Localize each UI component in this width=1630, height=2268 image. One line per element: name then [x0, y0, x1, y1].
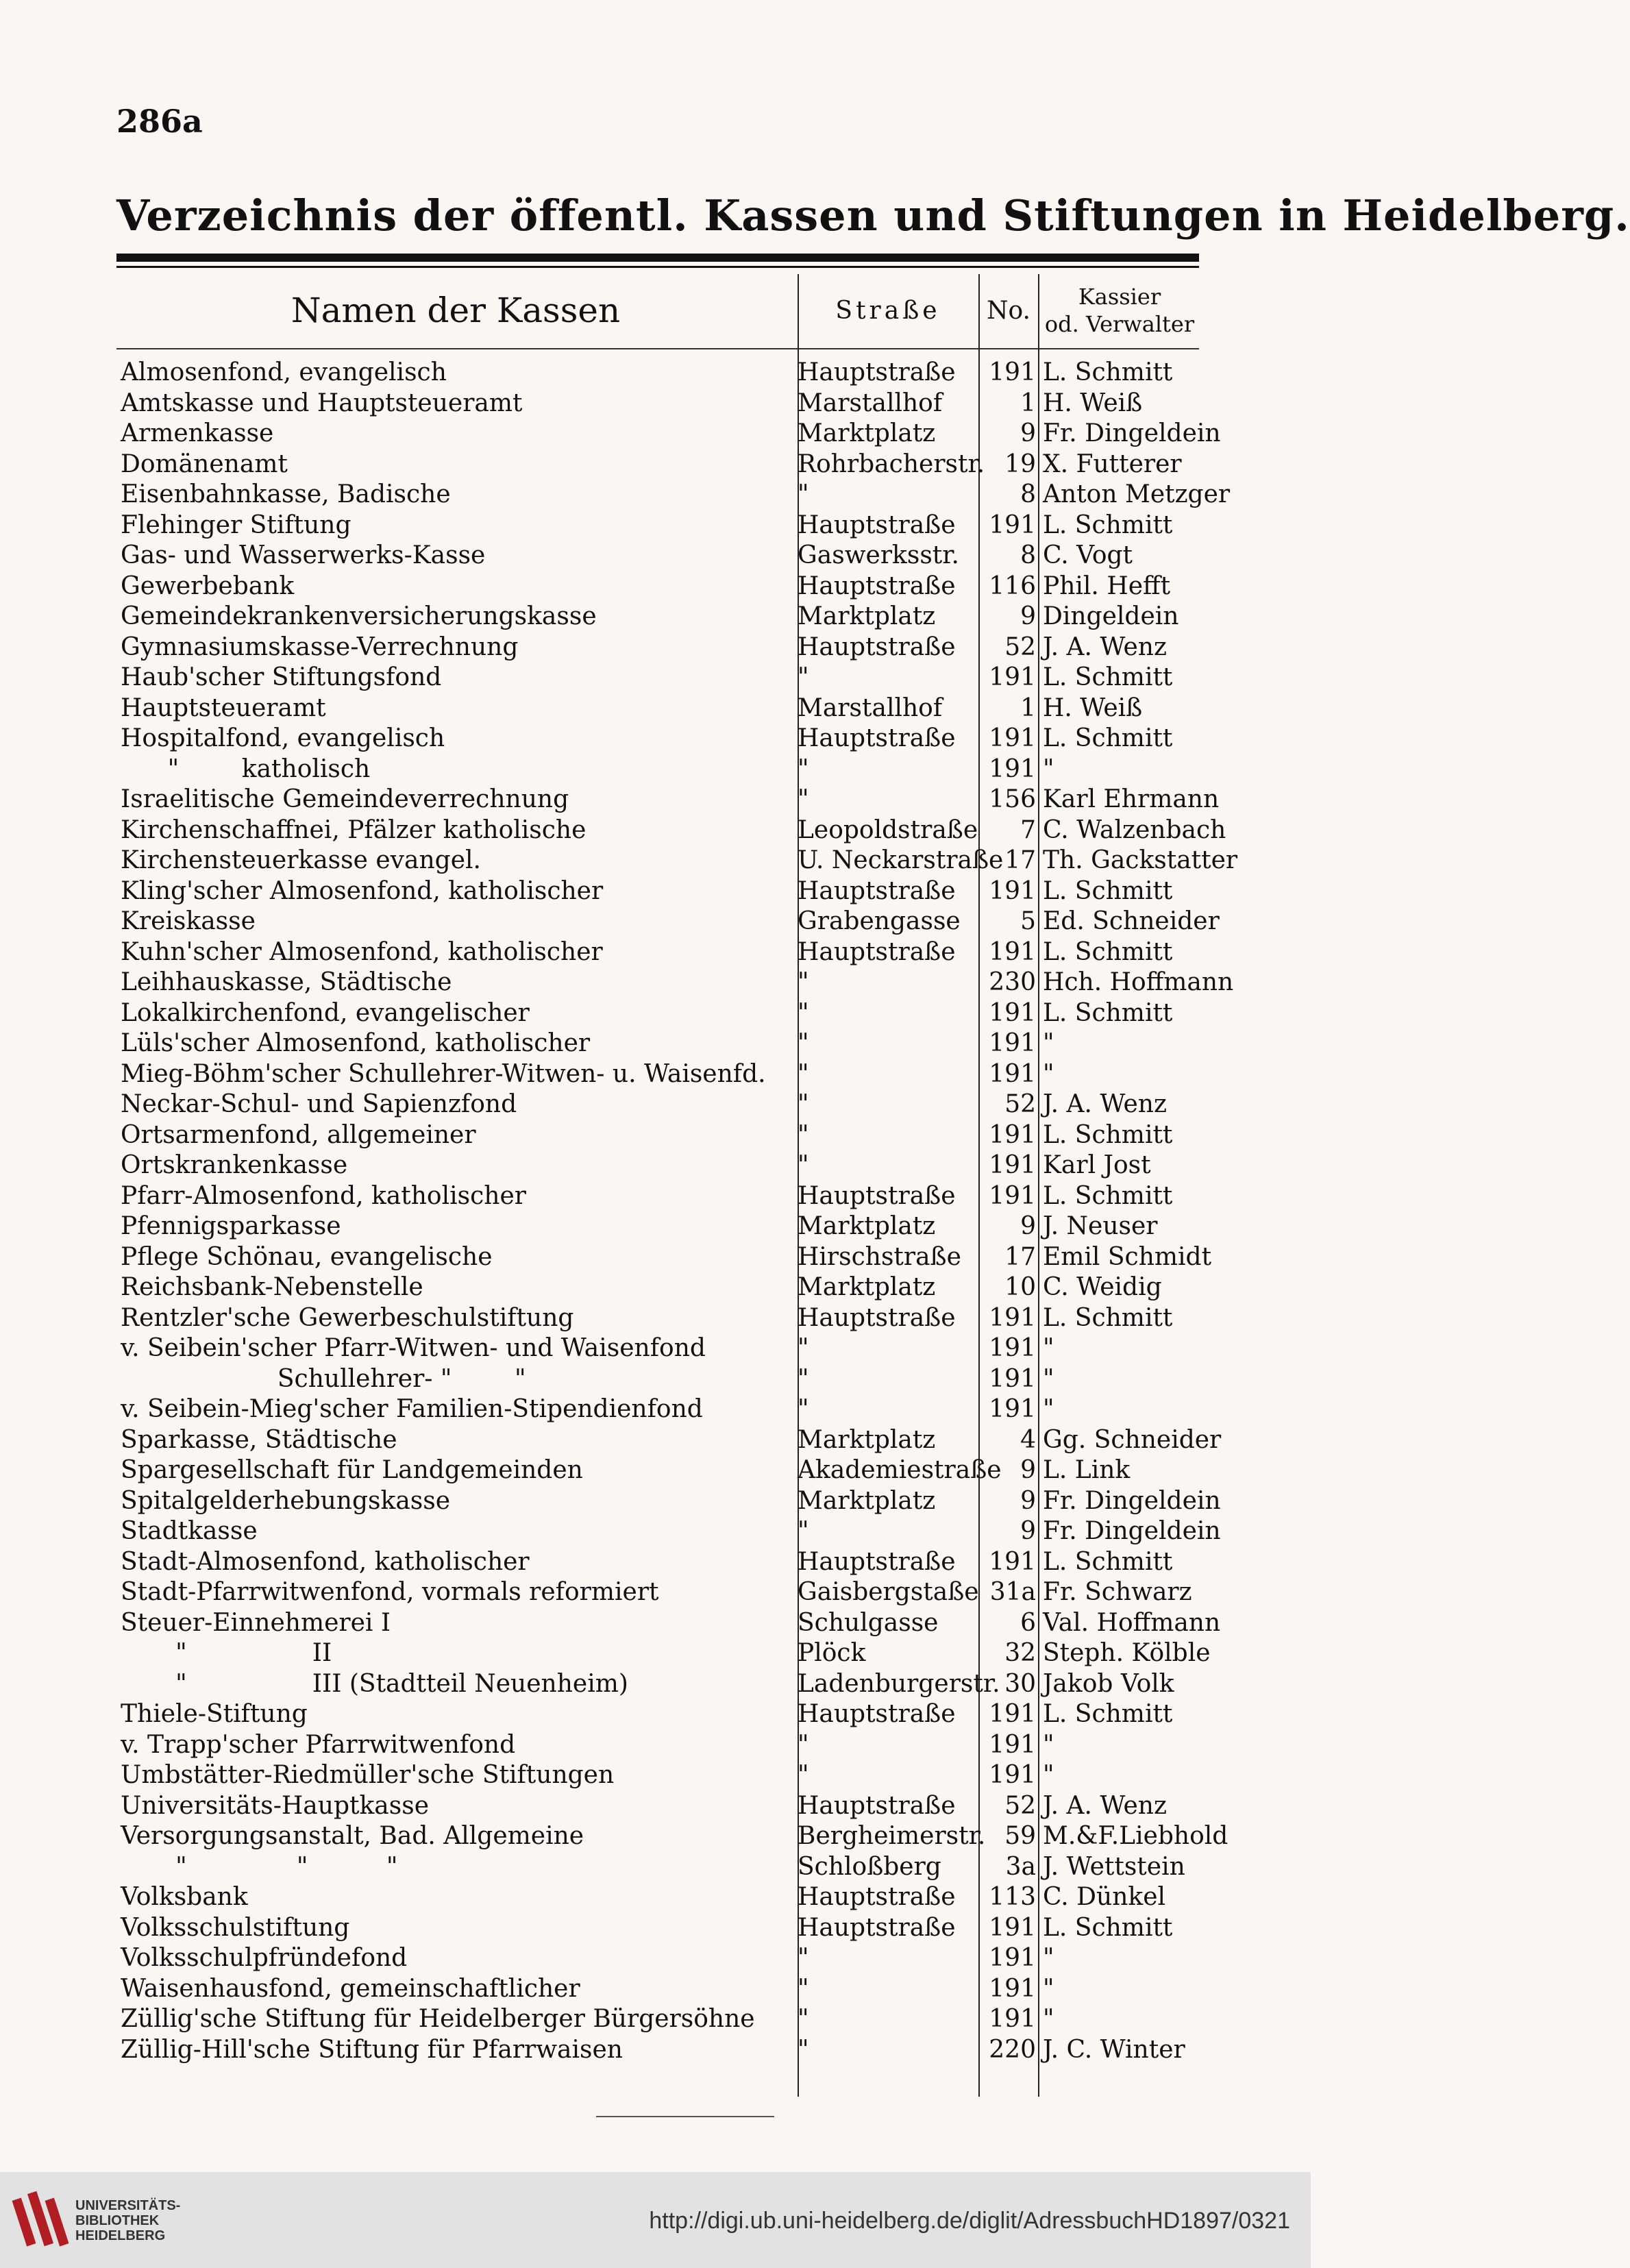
entry-number: 9: [1020, 1456, 1036, 1484]
library-logo-text: [75, 2198, 180, 2243]
entry-street: ": [798, 1974, 809, 2003]
table-row: [116, 480, 1231, 510]
entry-street: Hauptstraße: [798, 876, 956, 905]
table-row: [116, 967, 1234, 998]
entry-cashier: L. Schmitt: [1043, 876, 1173, 905]
table-row: [116, 998, 1199, 1029]
entry-street: Gaswerksstr.: [798, 541, 959, 569]
table-row: [116, 1547, 1199, 1578]
entry-number: 191: [989, 998, 1036, 1027]
entry-number: 191: [989, 663, 1036, 691]
entry-name: Hauptsteueramt: [121, 693, 326, 722]
entry-cashier: H. Weiß: [1043, 693, 1143, 722]
entry-number: 30: [1004, 1669, 1036, 1698]
entry-street: Bergheimerstr.: [798, 1822, 986, 1850]
entry-street: Marstallhof: [798, 389, 943, 417]
entry-cashier: L. Schmitt: [1043, 998, 1173, 1027]
entry-name: Neckar-Schul- und Sapienzfond: [121, 1090, 517, 1118]
entry-street: Schulgasse: [798, 1608, 939, 1637]
library-footer: [0, 2172, 1311, 2268]
entry-number: 191: [989, 1547, 1036, 1576]
entry-number: 8: [1020, 480, 1036, 508]
entry-cashier: Phil. Hefft: [1043, 571, 1171, 600]
page-title: Verzeichnis der öffentl. Kassen und Stiftungen in Heidelberg.: [116, 190, 1630, 241]
entry-street: ": [798, 1334, 809, 1362]
header-street: Straße: [835, 296, 941, 325]
entry-number: 191: [989, 1151, 1036, 1179]
entry-street: ": [798, 785, 809, 813]
entry-number: 191: [989, 1303, 1036, 1332]
entry-street: ": [798, 754, 809, 783]
entry-cashier: ": [1043, 1730, 1054, 1759]
entry-number: 191: [989, 1364, 1036, 1393]
entry-number: 191: [989, 724, 1036, 752]
table-row: [116, 1943, 1199, 1974]
entry-name: Schullehrer- " ": [121, 1364, 526, 1393]
entry-street: U. Neckarstraße: [798, 846, 1004, 874]
table-row: [116, 1059, 1199, 1090]
entry-name: Waisenhausfond, gemeinschaftlicher: [121, 1974, 580, 2003]
entry-cashier: L. Schmitt: [1043, 510, 1173, 539]
entry-name: Israelitische Gemeindeverrechnung: [121, 785, 569, 813]
entry-name: " III (Stadtteil Neuenheim): [121, 1669, 628, 1698]
entry-street: Hauptstraße: [798, 1913, 956, 1942]
entry-name: Amtskasse und Hauptsteueramt: [121, 389, 523, 417]
entry-cashier: ": [1043, 1761, 1054, 1789]
entry-name: Volksschulpfründefond: [121, 1944, 408, 1972]
entry-number: 191: [989, 937, 1036, 966]
table-row: [116, 1730, 1199, 1761]
entry-number: 9: [1020, 1517, 1036, 1545]
entry-street: ": [798, 663, 809, 691]
entry-number: 191: [989, 1730, 1036, 1759]
entry-number: 191: [989, 1059, 1036, 1088]
table-row: [116, 1303, 1199, 1334]
entry-street: ": [798, 998, 809, 1027]
entry-cashier: J. Neuser: [1043, 1212, 1158, 1240]
entry-name: Pfarr-Almosenfond, katholischer: [121, 1181, 526, 1210]
entry-number: 9: [1020, 602, 1036, 630]
entry-cashier: L. Schmitt: [1043, 1181, 1173, 1210]
entry-street: ": [798, 2005, 809, 2033]
entry-street: Marstallhof: [798, 693, 943, 722]
header-name: Namen der Kassen: [291, 291, 621, 330]
entry-number: 3a: [1005, 1852, 1036, 1881]
entry-name: Leihhauskasse, Städtische: [121, 968, 452, 996]
entry-name: Züllig'sche Stiftung für Heidelberger Bürgersöhne: [121, 2005, 755, 2033]
entry-name: Armenkasse: [121, 419, 274, 447]
table-row: [116, 571, 1199, 602]
entry-cashier: ": [1043, 1334, 1054, 1362]
entry-name: Hospitalfond, evangelisch: [121, 724, 445, 752]
entry-street: ": [798, 1090, 809, 1118]
entry-number: 52: [1004, 632, 1036, 661]
entry-number: 7: [1020, 815, 1036, 844]
table-row: [116, 1455, 1199, 1486]
entry-name: Ortsarmenfond, allgemeiner: [121, 1120, 476, 1149]
entry-number: 1: [1020, 389, 1036, 417]
entry-cashier: ": [1043, 1059, 1054, 1088]
entry-number: 220: [989, 2035, 1036, 2064]
entry-street: ": [798, 480, 809, 508]
entry-cashier: J. A. Wenz: [1043, 632, 1167, 661]
entry-name: Lokalkirchenfond, evangelischer: [121, 998, 530, 1027]
table-row: [116, 815, 1226, 846]
entry-cashier: H. Weiß: [1043, 389, 1143, 417]
table-row: [116, 602, 1199, 632]
entry-name: Ortskrankenkasse: [121, 1151, 348, 1179]
table-row: [116, 724, 1199, 754]
table-row: [116, 541, 1199, 571]
entry-street: Marktplatz: [798, 1212, 936, 1240]
entry-cashier: Dingeldein: [1043, 602, 1179, 630]
table-row: [116, 1760, 1199, 1791]
entry-street: Hauptstraße: [798, 724, 956, 752]
entry-street: Marktplatz: [798, 602, 936, 630]
entry-cashier: ": [1043, 1364, 1054, 1393]
entry-cashier: Gg. Schneider: [1043, 1425, 1222, 1454]
library-logo-icon: [12, 2184, 73, 2256]
table-row: [116, 1211, 1199, 1242]
entry-name: Spargesellschaft für Landgemeinden: [121, 1456, 583, 1484]
entry-cashier: C. Vogt: [1043, 541, 1133, 569]
entry-cashier: ": [1043, 754, 1054, 783]
entry-cashier: ": [1043, 1395, 1054, 1423]
entry-name: Pfennigsparkasse: [121, 1212, 341, 1240]
title-rule-thick: [116, 254, 1199, 262]
entry-cashier: Val. Hoffmann: [1043, 1608, 1221, 1637]
entry-cashier: Fr. Dingeldein: [1043, 1486, 1221, 1515]
entry-number: 230: [989, 968, 1036, 996]
table-row: [116, 1913, 1199, 1944]
entry-number: 191: [989, 358, 1036, 386]
entry-number: 191: [989, 1395, 1036, 1423]
entry-number: 52: [1004, 1090, 1036, 1118]
entry-cashier: ": [1043, 1029, 1054, 1057]
entry-name: Stadtkasse: [121, 1517, 258, 1545]
entry-cashier: L. Schmitt: [1043, 937, 1173, 966]
entry-name: " " ": [121, 1852, 398, 1881]
table-row: [116, 358, 1199, 389]
entry-street: ": [798, 1730, 809, 1759]
entry-number: 32: [1004, 1639, 1036, 1667]
header-divider: [116, 348, 1199, 349]
entry-number: 191: [989, 876, 1036, 905]
entry-number: 59: [1004, 1822, 1036, 1850]
table-row: [116, 510, 1199, 541]
entry-name: Versorgungsanstalt, Bad. Allgemeine: [121, 1822, 584, 1850]
entry-name: Stadt-Pfarrwitwenfond, vormals reformiert: [121, 1578, 659, 1606]
source-url-link[interactable]: http://digi.ub.uni-heidelberg.de/diglit/AdressbuchHD1897/0321: [649, 2208, 1290, 2234]
entry-name: Reichsbank-Nebenstelle: [121, 1273, 423, 1301]
table-row: [116, 754, 1199, 785]
entry-street: ": [798, 1120, 809, 1149]
entry-street: Hauptstraße: [798, 1791, 956, 1820]
entry-name: " II: [121, 1639, 332, 1667]
table-row: [116, 419, 1221, 449]
table-row: [116, 1699, 1199, 1730]
entry-name: Kuhn'scher Almosenfond, katholischer: [121, 937, 603, 966]
entry-name: Stadt-Almosenfond, katholischer: [121, 1547, 530, 1576]
entry-cashier: L. Schmitt: [1043, 1700, 1173, 1728]
table-row: [116, 1394, 1199, 1425]
table-header: [116, 274, 1199, 347]
entry-name: Eisenbahnkasse, Badische: [121, 480, 451, 508]
entry-street: Hauptstraße: [798, 1547, 956, 1576]
entry-cashier: L. Schmitt: [1043, 1303, 1173, 1332]
entry-name: Gymnasiumskasse-Verrechnung: [121, 632, 519, 661]
entry-street: Hauptstraße: [798, 1181, 956, 1210]
entry-name: Volksbank: [121, 1883, 248, 1911]
table-row: [116, 1516, 1221, 1547]
entry-street: Hauptstraße: [798, 1700, 956, 1728]
entry-cashier: Steph. Kölble: [1043, 1639, 1211, 1667]
entry-cashier: J. A. Wenz: [1043, 1791, 1167, 1820]
entry-number: 52: [1004, 1791, 1036, 1820]
entry-street: Hauptstraße: [798, 1303, 956, 1332]
logo-line: HEIDELBERG: [75, 2228, 166, 2243]
entry-cashier: L. Schmitt: [1043, 1120, 1173, 1149]
entry-name: Kirchensteuerkasse evangel.: [121, 846, 481, 874]
header-cashier: Kassier od. Verwalter: [1044, 284, 1195, 337]
entry-name: v. Seibein'scher Pfarr-Witwen- und Waisenfond: [121, 1334, 706, 1362]
entry-number: 191: [989, 1913, 1036, 1942]
entry-cashier: C. Walzenbach: [1043, 815, 1226, 844]
table-row: [116, 785, 1220, 815]
entry-street: Schloßberg: [798, 1852, 941, 1881]
entry-cashier: ": [1043, 1974, 1054, 2003]
entry-name: Thiele-Stiftung: [121, 1700, 308, 1728]
entry-number: 191: [989, 1761, 1036, 1789]
entry-number: 191: [989, 754, 1036, 783]
entry-name: Steuer-Einnehmerei I: [121, 1608, 391, 1637]
entry-street: Leopoldstraße: [798, 815, 978, 844]
entry-name: " katholisch: [121, 754, 371, 783]
table-row: [116, 2004, 1199, 2035]
table-row: [116, 846, 1238, 876]
table-row: [116, 1821, 1228, 1852]
entry-number: 191: [989, 1120, 1036, 1149]
entry-number: 191: [989, 1944, 1036, 1972]
title-rule-thin: [116, 266, 1199, 268]
entry-street: Marktplatz: [798, 1425, 936, 1454]
entry-street: ": [798, 1517, 809, 1545]
entry-number: 5: [1020, 907, 1036, 935]
entry-cashier: L. Schmitt: [1043, 358, 1173, 386]
table-row: [116, 1852, 1199, 1883]
entry-cashier: ": [1043, 2005, 1054, 2033]
table-row: [116, 1089, 1199, 1120]
entry-cashier: X. Futterer: [1043, 449, 1182, 478]
table-row: [116, 1638, 1211, 1669]
table-row: [116, 1272, 1199, 1303]
entry-street: ": [798, 1029, 809, 1057]
entry-street: Rohrbacherstr.: [798, 449, 985, 478]
entry-name: Kling'scher Almosenfond, katholischer: [121, 876, 604, 905]
kassen-table-body: [116, 358, 1238, 2065]
entry-cashier: Ed. Schneider: [1043, 907, 1220, 935]
table-row: [116, 937, 1199, 968]
entry-name: v. Trapp'scher Pfarrwitwenfond: [121, 1730, 516, 1759]
table-row: [116, 1974, 1199, 2005]
table-row: [116, 1577, 1199, 1608]
entry-name: Gas- und Wasserwerks-Kasse: [121, 541, 486, 569]
entry-number: 9: [1020, 1212, 1036, 1240]
table-row: [116, 876, 1199, 907]
table-row: [116, 389, 1199, 419]
entry-name: Lüls'scher Almosenfond, katholischer: [121, 1029, 591, 1057]
entry-number: 8: [1020, 541, 1036, 569]
table-row: [116, 449, 1199, 480]
table-row: [116, 1028, 1199, 1059]
entry-number: 156: [989, 785, 1036, 813]
entry-name: Rentzler'sche Gewerbeschulstiftung: [121, 1303, 574, 1332]
entry-number: 9: [1020, 1486, 1036, 1515]
entry-name: Kirchenschaffnei, Pfälzer katholische: [121, 815, 586, 844]
table-row: [116, 1882, 1199, 1913]
entry-cashier: Jakob Volk: [1043, 1669, 1174, 1698]
entry-name: Mieg-Böhm'scher Schullehrer-Witwen- u. Waisenfd.: [121, 1059, 766, 1088]
entry-cashier: Th. Gackstatter: [1043, 846, 1238, 874]
entry-street: ": [798, 968, 809, 996]
logo-line: UNIVERSITÄTS-: [75, 2198, 181, 2213]
entry-name: v. Seibein-Mieg'scher Familien-Stipendienfond: [121, 1395, 703, 1423]
table-row: [116, 1333, 1199, 1364]
entry-name: Universitäts-Hauptkasse: [121, 1791, 429, 1820]
end-rule: [596, 2116, 774, 2117]
entry-name: Spitalgelderhebungskasse: [121, 1486, 451, 1515]
entry-name: Almosenfond, evangelisch: [121, 358, 447, 386]
table-row: [116, 1425, 1222, 1456]
entry-cashier: C. Weidig: [1043, 1273, 1162, 1301]
table-row: [116, 1242, 1212, 1273]
entry-street: Hauptstraße: [798, 1883, 956, 1911]
entry-cashier: L. Schmitt: [1043, 1913, 1173, 1942]
entry-street: Plöck: [798, 1639, 866, 1667]
entry-cashier: L. Schmitt: [1043, 724, 1173, 752]
entry-cashier: Fr. Schwarz: [1043, 1578, 1192, 1606]
entry-cashier: ": [1043, 1944, 1054, 1972]
entry-street: Marktplatz: [798, 1486, 936, 1515]
entry-street: ": [798, 1364, 809, 1393]
entry-name: Sparkasse, Städtische: [121, 1425, 397, 1454]
entry-number: 113: [989, 1883, 1036, 1911]
entry-street: Grabengasse: [798, 907, 961, 935]
table-row: [116, 1608, 1221, 1639]
entry-street: Hauptstraße: [798, 510, 956, 539]
page-number: 286a: [116, 103, 203, 140]
entry-street: Ladenburgerstr.: [798, 1669, 1000, 1698]
entry-number: 19: [1004, 449, 1036, 478]
table-row: [116, 907, 1220, 937]
entry-number: 191: [989, 510, 1036, 539]
table-row: [116, 663, 1199, 693]
entry-cashier: Karl Ehrmann: [1043, 785, 1220, 813]
entry-cashier: Karl Jost: [1043, 1151, 1151, 1179]
entry-street: Gaisbergstaße: [798, 1578, 979, 1606]
table-row: [116, 1150, 1199, 1181]
entry-name: Flehinger Stiftung: [121, 510, 351, 539]
entry-cashier: Anton Metzger: [1043, 480, 1231, 508]
table-row: [116, 1364, 1199, 1395]
entry-name: Gewerbebank: [121, 571, 295, 600]
entry-name: Kreiskasse: [121, 907, 256, 935]
entry-name: Volksschulstiftung: [121, 1913, 350, 1942]
table-row: [116, 1669, 1199, 1700]
entry-cashier: J. A. Wenz: [1043, 1090, 1167, 1118]
header-number: No.: [987, 296, 1030, 325]
entry-number: 116: [989, 571, 1036, 600]
entry-cashier: J. Wettstein: [1043, 1852, 1185, 1881]
entry-street: Marktplatz: [798, 1273, 936, 1301]
entry-number: 9: [1020, 419, 1036, 447]
entry-street: Akademiestraße: [798, 1456, 1002, 1484]
entry-number: 191: [989, 1974, 1036, 2003]
entry-number: 17: [1004, 1242, 1036, 1271]
entry-name: Umbstätter-Riedmüller'sche Stiftungen: [121, 1761, 615, 1789]
entry-number: 6: [1020, 1608, 1036, 1637]
entry-number: 31a: [989, 1578, 1036, 1606]
entry-cashier: J. C. Winter: [1043, 2035, 1185, 2064]
entry-street: Hauptstraße: [798, 937, 956, 966]
table-row: [116, 1181, 1199, 1212]
entry-street: Hauptstraße: [798, 358, 956, 386]
entry-number: 17: [1004, 846, 1036, 874]
entry-street: Hauptstraße: [798, 632, 956, 661]
table-row: [116, 693, 1199, 724]
entry-street: ": [798, 1761, 809, 1789]
entry-name: Züllig-Hill'sche Stiftung für Pfarrwaisen: [121, 2035, 623, 2064]
entry-cashier: Hch. Hoffmann: [1043, 968, 1234, 996]
entry-street: ": [798, 2035, 809, 2064]
entry-street: ": [798, 1059, 809, 1088]
entry-name: Pflege Schönau, evangelische: [121, 1242, 493, 1271]
entry-name: Gemeindekrankenversicherungskasse: [121, 602, 597, 630]
entry-number: 10: [1004, 1273, 1036, 1301]
entry-cashier: Emil Schmidt: [1043, 1242, 1212, 1271]
table-row: [116, 1120, 1199, 1151]
table-row: [116, 1486, 1221, 1517]
entry-number: 191: [989, 1029, 1036, 1057]
entry-number: 191: [989, 1181, 1036, 1210]
entry-cashier: M.&F.Liebhold: [1043, 1822, 1228, 1850]
table-row: [116, 632, 1199, 663]
entry-cashier: L. Schmitt: [1043, 1547, 1173, 1576]
entry-cashier: Fr. Dingeldein: [1043, 1517, 1221, 1545]
entry-cashier: L. Schmitt: [1043, 663, 1173, 691]
entry-street: Hirschstraße: [798, 1242, 961, 1271]
entry-number: 1: [1020, 693, 1036, 722]
entry-street: ": [798, 1944, 809, 1972]
entry-street: ": [798, 1395, 809, 1423]
entry-street: Marktplatz: [798, 419, 936, 447]
table-row: [116, 2035, 1199, 2066]
entry-cashier: Fr. Dingeldein: [1043, 419, 1221, 447]
entry-street: Hauptstraße: [798, 571, 956, 600]
entry-name: Domänenamt: [121, 449, 288, 478]
entry-street: ": [798, 1151, 809, 1179]
entry-number: 4: [1020, 1425, 1036, 1454]
entry-name: Haub'scher Stiftungsfond: [121, 663, 442, 691]
table-row: [116, 1791, 1199, 1822]
entry-number: 191: [989, 2005, 1036, 2033]
entry-cashier: C. Dünkel: [1043, 1883, 1166, 1911]
entry-cashier: L. Link: [1043, 1456, 1131, 1484]
entry-number: 191: [989, 1700, 1036, 1728]
logo-line: BIBLIOTHEK: [75, 2213, 160, 2228]
entry-number: 191: [989, 1334, 1036, 1362]
